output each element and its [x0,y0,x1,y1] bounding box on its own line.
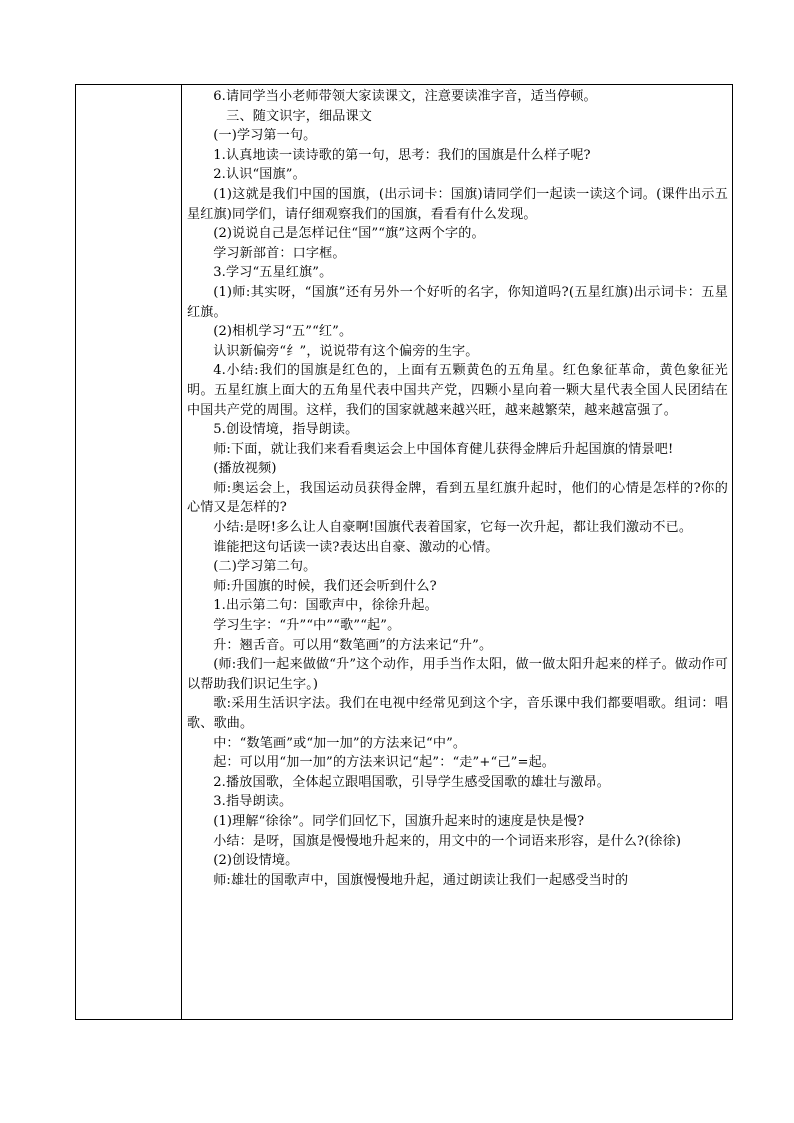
paragraph: 师:雄壮的国歌声中，国旗慢慢地升起，通过朗读让我们一起感受当时的 [213,872,629,888]
paragraph: 5.创设情境，指导朗读。 [213,422,359,438]
paragraph: 1.认真地读一读诗歌的第一句，思考：我们的国旗是什么样子呢? [213,147,591,163]
paragraph: 起：可以用“加一加”的方法来识记“起”：“走”+“己”=起。 [213,755,556,771]
paragraph: (一)学习第一句。 [213,128,317,144]
paragraph: 歌:采用生活识字法。我们在电视中经常见到这个字，音乐课中我们都要唱歌。组词：唱歌、歌曲。 [187,696,728,731]
paragraph: 升：翘舌音。可以用“数笔画”的方法来记“升”。 [213,637,493,653]
paragraph: (1)这就是我们中国的国旗，(出示词卡：国旗)请同学们一起读一读这个词。(课件出示五星红旗)同学们，请仔细观察我们的国旗，看看有什么发现。 [187,186,728,222]
paragraph: 3.指导朗读。 [213,794,293,810]
paragraph: (1)师:其实呀，“国旗”还有另外一个好听的名字，你知道吗?(五星红旗)出示词卡：五星红旗。 [187,284,728,320]
paragraph: 学习生字：“升”“中”“歌”“起”。 [213,618,401,634]
paragraph: 1.出示第二句：国歌声中，徐徐升起。 [213,598,438,614]
left-column-cell [76,85,182,1020]
paragraph: (师:我们一起来做做“升”这个动作，用手当作太阳，做一做太阳升起来的样子。做动作可以帮助我们识记生字。) [187,657,728,692]
paragraph: 3.学习“五星红旗”。 [213,265,333,281]
paragraph: (播放视频) [213,461,277,477]
paragraph: 2.认识“国旗”。 [213,167,306,183]
lesson-text [182,85,732,890]
paragraph: (2)相机学习“五”“红”。 [213,324,353,340]
paragraph: 中：“数笔画”或“加一加”的方法来记“中”。 [213,735,467,751]
paragraph: 谁能把这句话读一读?表达出自豪、激动的心情。 [213,539,499,555]
paragraph: 6.请同学当小老师带领大家读课文，注意要读准字音，适当停顿。 [213,89,597,104]
paragraph: 认识新偏旁“纟”，说说带有这个偏旁的生字。 [213,343,479,359]
paragraph: 2.播放国歌，全体起立跟唱国歌，引导学生感受国歌的雄壮与激昂。 [213,774,611,790]
paragraph: 师:升国旗的时候，我们还会听到什么? [213,578,437,594]
paragraph: 师:奥运会上，我国运动员获得金牌，看到五星红旗升起时，他们的心情是怎样的?你的心情又是怎样的? [187,480,728,516]
table-row [76,85,733,1020]
lesson-table [75,84,733,1020]
content-cell [182,85,733,1020]
paragraph: 小结：是呀，国旗是慢慢地升起来的，用文中的一个词语来形容，是什么?(徐徐) [213,833,682,849]
paragraph: (二)学习第二句。 [213,559,317,575]
paragraph: 学习新部首：口字框。 [213,245,346,261]
paragraph: 小结:是呀!多么让人自豪啊!国旗代表着国家，它每一次升起，都让我们激动不已。 [213,520,693,536]
paragraph: (2)说说自己是怎样记住“国”“旗”这两个字的。 [213,226,485,242]
section-heading: 三、随文识字，细品课文 [226,108,372,124]
paragraph: (1)理解“徐徐”。同学们回忆下，国旗升起来时的速度是快是慢? [213,813,585,829]
paragraph: 4.小结:我们的国旗是红色的，上面有五颗黄色的五角星。红色象征革命，黄色象征光明。五星红旗上面大的五角星代表中国共产党，四颗小星向着一颗大星代表全国人民团结在中国共产党的周围。这样，我们的国家就越来越兴旺，越来越繁荣，越来越富强了。 [187,363,728,418]
paragraph: 师:下面，就让我们来看看奥运会上中国体育健儿获得金牌后升起国旗的情景吧! [213,441,674,457]
paragraph: (2)创设情境。 [213,853,299,869]
